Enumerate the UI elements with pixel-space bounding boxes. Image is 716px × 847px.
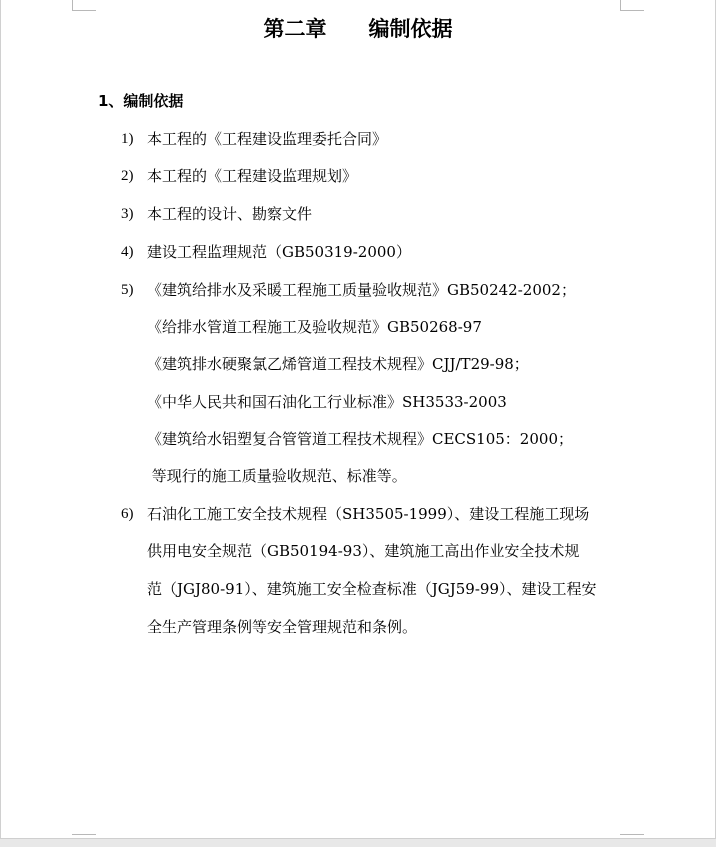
list-item-text: 《中华人民共和国石油化工行业标准》SH3533-2003 [147,393,507,411]
list-item-number: 2) [121,168,134,184]
list-item-text: 建设工程监理规范（GB50319-2000） [147,243,411,261]
list-item-number: 4) [121,244,134,260]
list-item-text: 本工程的设计、勘察文件 [147,205,313,223]
list-item-text: 《建筑给排水及采暖工程施工质量验收规范》GB50242-2002； [147,281,576,299]
section-heading: 1、编制依据 [98,92,184,110]
list-item-text: 《给排水管道工程施工及验收规范》GB50268-97 [147,318,482,336]
list-item-text: 石油化工施工安全技术规程（SH3505-1999）、建设工程施工现场 [147,505,590,523]
list-item-text: 本工程的《工程建设监理规划》 [147,167,358,185]
list-item-number: 6) [121,506,134,522]
crop-mark-top-right [620,0,621,10]
list-item-text: 全生产管理条例等安全管理规范和条例。 [147,618,418,636]
list-item-text: 本工程的《工程建设监理委托合同》 [147,130,388,148]
list-item-number: 1) [121,131,134,147]
crop-mark-bottom-right [620,834,644,835]
crop-mark-top-left-h [72,10,96,11]
list-item-text: 《建筑排水硬聚氯乙烯管道工程技术规程》CJJ/T29-98； [147,355,529,373]
crop-mark-top-left [72,0,73,10]
list-item-number: 3) [121,206,134,222]
chapter-title: 第二章 编制依据 [263,17,453,41]
list-item-text: 《建筑给水铝塑复合管管道工程技术规程》CECS105：2000； [147,430,573,448]
list-item-text: 供用电安全规范（GB50194-93）、建筑施工高出作业安全技术规 [147,542,580,560]
list-item-number: 5) [121,282,134,298]
list-item-text: 范（JGJ80-91）、建筑施工安全检查标准（JGJ59-99）、建设工程安 [147,580,597,598]
crop-mark-bottom-left [72,834,96,835]
crop-mark-top-right-h [620,10,644,11]
list-item-text: 等现行的施工质量验收规范、标准等。 [147,467,407,485]
